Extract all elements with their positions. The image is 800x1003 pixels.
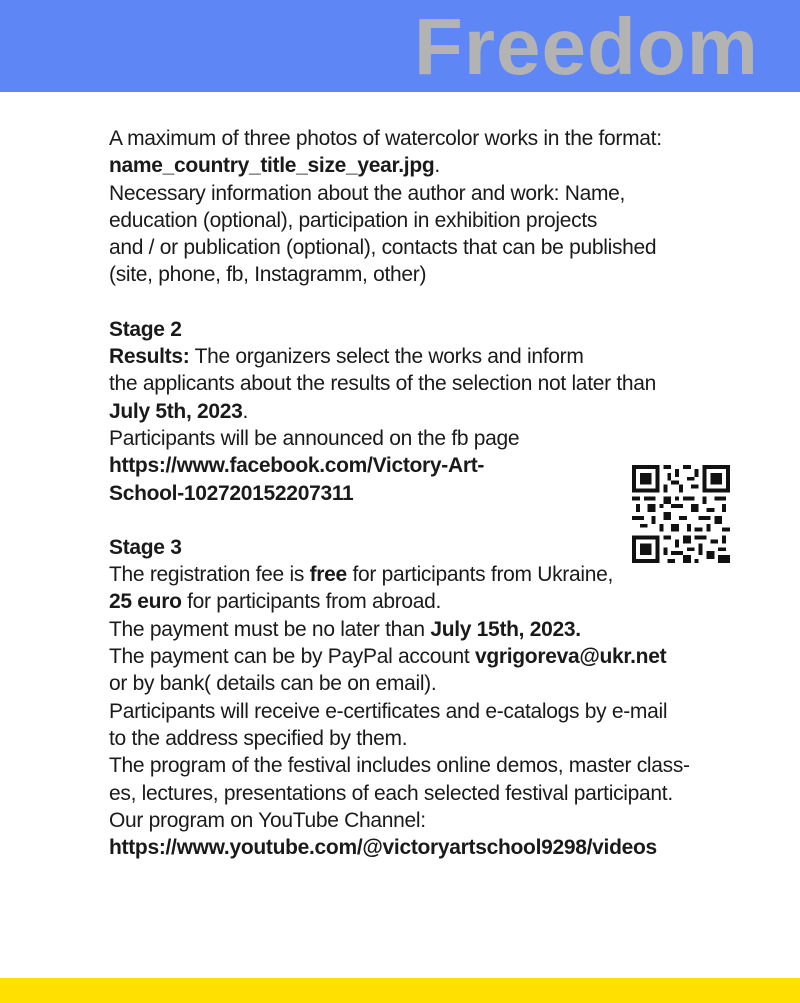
certificate-line: to the address specified by them. bbox=[109, 726, 408, 750]
stage3-heading: Stage 3 bbox=[109, 535, 182, 559]
header-banner bbox=[0, 0, 800, 92]
youtube-label: Our program on YouTube Channel: bbox=[109, 808, 426, 832]
fee-abroad: 25 euro bbox=[109, 590, 182, 614]
filename-format: name_country_title_size_year.jpg bbox=[109, 154, 435, 178]
announce-line: Participants will be announced on the fb page bbox=[109, 426, 520, 450]
stage2-heading: Stage 2 bbox=[109, 317, 182, 341]
intro-line: A maximum of three photos of watercolor works in the format: bbox=[109, 127, 662, 150]
fee-abroad-line bbox=[109, 588, 789, 615]
facebook-link[interactable]: https://www.facebook.com/Victory-Art- bbox=[109, 454, 485, 478]
bank-line: or by bank( details can be on email). bbox=[109, 672, 437, 696]
results-text: The organizers select the works and inform bbox=[189, 345, 584, 369]
header-title: Freedom bbox=[414, 2, 759, 91]
intro-line: (site, phone, fb, Instagramm, other) bbox=[109, 263, 427, 287]
fee-free: free bbox=[309, 563, 347, 587]
intro-line: and / or publication (optional), contacts that can be published bbox=[109, 236, 657, 260]
results-deadline: July 5th, 2023 bbox=[109, 399, 243, 423]
fee-text: The registration fee is bbox=[109, 563, 310, 587]
qr-code-icon bbox=[632, 465, 730, 563]
fee-abroad-text: for participants from abroad. bbox=[181, 590, 442, 614]
deadline-line bbox=[109, 398, 789, 425]
paypal-text: The payment can be by PayPal account bbox=[109, 645, 475, 669]
filename-format-line bbox=[109, 152, 789, 179]
payment-text: The payment must be no later than bbox=[109, 617, 431, 641]
spacer bbox=[109, 289, 789, 316]
youtube-link-line bbox=[109, 834, 789, 861]
stage3-section bbox=[109, 534, 789, 862]
intro-line: Necessary information about the author and work: Name, bbox=[109, 181, 626, 205]
youtube-link[interactable]: https://www.youtube.com/@victoryartschool9298/videos bbox=[109, 836, 657, 860]
facebook-link-continued[interactable]: School-102720152207311 bbox=[109, 481, 354, 505]
intro-section bbox=[109, 125, 789, 289]
certificate-line: Participants will receive e-certificates and e-catalogs by e-mail bbox=[109, 699, 668, 723]
results-line: the applicants about the results of the selection not later than bbox=[109, 372, 657, 396]
paypal-email-link[interactable]: vgrigoreva@ukr.net bbox=[474, 645, 667, 669]
program-line: The program of the festival includes online demos, master class- bbox=[109, 754, 690, 778]
results-line bbox=[109, 343, 789, 370]
paypal-line bbox=[109, 643, 789, 670]
payment-deadline-line bbox=[109, 616, 789, 643]
payment-deadline: July 15th, 2023. bbox=[430, 617, 581, 641]
results-label: Results: bbox=[109, 345, 190, 369]
footer-band bbox=[0, 978, 800, 1003]
fee-line bbox=[109, 561, 789, 588]
program-line: es, lectures, presentations of each selected festival participant. bbox=[109, 781, 673, 805]
filename-suffix: . bbox=[434, 154, 440, 178]
intro-line: education (optional), participation in exhibition projects bbox=[109, 208, 598, 232]
fee-text: for participants from Ukraine, bbox=[346, 563, 614, 587]
deadline-suffix: . bbox=[242, 399, 249, 423]
